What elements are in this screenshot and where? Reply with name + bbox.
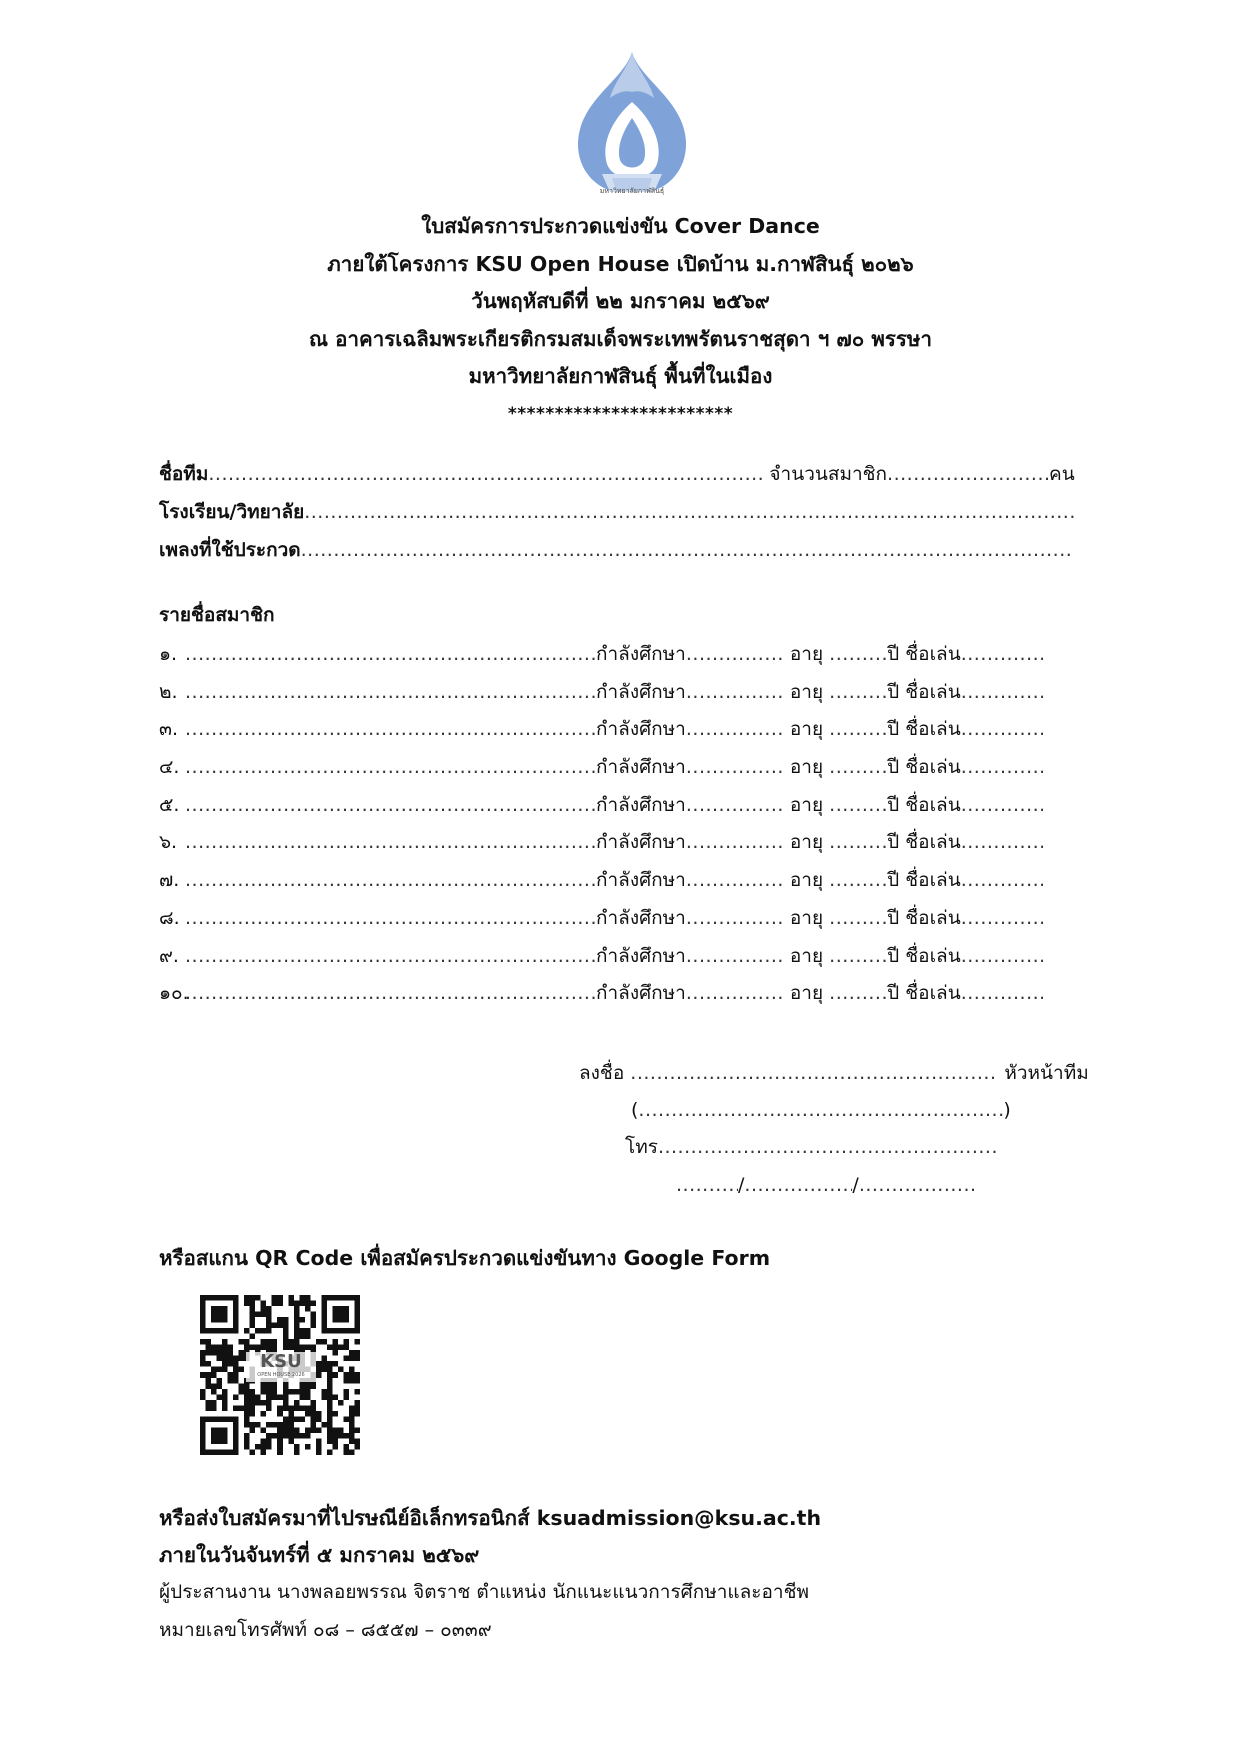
- member-row: [159, 938, 1099, 976]
- member-row: [159, 900, 1099, 938]
- member-name-field[interactable]: [185, 711, 596, 749]
- qr-logo-text: KSU: [260, 1351, 302, 1372]
- member-age-label: อายุ: [783, 756, 830, 779]
- member-row: [159, 787, 1099, 825]
- member-year-nickname-label: ปี ชื่อเล่น: [887, 944, 961, 967]
- member-study-field[interactable]: [686, 636, 784, 674]
- date-month-field[interactable]: [744, 1169, 852, 1201]
- member-year-nickname-label: ปี ชื่อเล่น: [887, 680, 961, 703]
- members-count-field[interactable]: [887, 458, 1049, 490]
- member-study-label: กำลังศึกษา: [596, 643, 686, 665]
- member-year-nickname-label: ปี ชื่อเล่น: [887, 906, 961, 929]
- date-day-field[interactable]: [676, 1169, 738, 1201]
- member-name-field[interactable]: [185, 862, 596, 900]
- member-row: [159, 749, 1099, 787]
- team-name-field[interactable]: [208, 458, 763, 490]
- member-study-label: กำลังศึกษา: [596, 793, 686, 816]
- member-name-field[interactable]: [185, 787, 596, 825]
- members-list: [159, 636, 1099, 1013]
- member-age-field[interactable]: [829, 749, 887, 787]
- member-nickname-field[interactable]: [961, 749, 1043, 787]
- member-number: ๖.: [159, 831, 178, 854]
- sign-label: ลงชื่อ: [579, 1062, 631, 1084]
- school-row: [159, 496, 1099, 528]
- phone-line: หมายเลขโทรศัพท์ ๐๘ – ๘๕๕๗ – ๐๓๓๙: [159, 1619, 492, 1641]
- member-study-field[interactable]: [686, 824, 784, 862]
- date-slash-1: /: [738, 1174, 745, 1196]
- school-field[interactable]: [304, 496, 1074, 528]
- member-age-label: อายุ: [783, 906, 830, 929]
- leader-label: หัวหน้าทีม: [998, 1062, 1089, 1084]
- member-year-nickname-label: ปี ชื่อเล่น: [887, 756, 961, 779]
- member-name-field[interactable]: [185, 900, 596, 938]
- member-name-field[interactable]: [185, 674, 596, 712]
- song-label: เพลงที่ใช้ประกวด: [159, 539, 301, 561]
- song-row: [159, 534, 1099, 566]
- member-row: [159, 674, 1099, 712]
- member-nickname-field[interactable]: [961, 938, 1043, 976]
- form-header: [0, 208, 1241, 433]
- member-study-label: กำลังศึกษา: [596, 756, 686, 779]
- members-count-label: จำนวนสมาชิก: [763, 463, 888, 485]
- team-name-label: ชื่อทีม: [159, 463, 209, 485]
- member-nickname-field[interactable]: [961, 900, 1043, 938]
- qr-logo-subtext: OPEN HOUSE 2026: [257, 1372, 305, 1378]
- qr-logo-overlay: [246, 1352, 316, 1382]
- date-year-field[interactable]: [859, 1169, 977, 1201]
- member-age-label: อายุ: [783, 982, 830, 1005]
- member-nickname-field[interactable]: [961, 636, 1043, 674]
- member-number: ๗.: [159, 869, 180, 892]
- member-name-field[interactable]: [185, 636, 596, 674]
- member-study-label: กำลังศึกษา: [596, 831, 686, 854]
- member-study-label: กำลังศึกษา: [596, 680, 686, 703]
- event-venue: ณ อาคารเฉลิมพระเกียรติกรมสมเด็จพระเทพรัตนราชสุดา ฯ ๗๐ พรรษา: [309, 326, 932, 351]
- member-row: [159, 824, 1099, 862]
- coordinator-line: ผู้ประสานงาน นางพลอยพรรณ จิตราช ตำแหน่ง นักแนะแนวการศึกษาและอาชีพ: [159, 1581, 810, 1603]
- member-number: ๔.: [159, 756, 180, 779]
- member-study-field[interactable]: [686, 975, 784, 1013]
- signature-field[interactable]: [630, 1057, 998, 1089]
- member-row: [159, 975, 1099, 1013]
- member-age-label: อายุ: [783, 944, 830, 967]
- member-nickname-field[interactable]: [961, 674, 1043, 712]
- member-study-label: กำลังศึกษา: [596, 906, 686, 929]
- member-study-field[interactable]: [686, 938, 784, 976]
- member-year-nickname-label: ปี ชื่อเล่น: [887, 718, 961, 741]
- member-nickname-field[interactable]: [961, 975, 1043, 1013]
- member-nickname-field[interactable]: [961, 824, 1043, 862]
- member-row: [159, 711, 1099, 749]
- member-number: ๘.: [159, 906, 180, 929]
- member-age-label: อายุ: [783, 793, 830, 816]
- member-study-field[interactable]: [686, 787, 784, 825]
- member-age-label: อายุ: [783, 831, 830, 854]
- member-number: ๓.: [159, 718, 179, 741]
- member-year-nickname-label: ปี ชื่อเล่น: [887, 793, 961, 816]
- member-nickname-field[interactable]: [961, 787, 1043, 825]
- phone-field[interactable]: [658, 1131, 996, 1163]
- deadline-line: ภายในวันจันทร์ที่ ๕ มกราคม ๒๕๖๙: [159, 1543, 480, 1567]
- logo-top-leaf: [610, 52, 654, 98]
- song-field[interactable]: [301, 534, 1071, 566]
- header-stars: ************************: [507, 403, 734, 424]
- member-year-nickname-label: ปี ชื่อเล่น: [887, 831, 961, 854]
- form-title: ใบสมัครการประกวดแข่งขัน Cover Dance: [421, 214, 820, 238]
- school-label: โรงเรียน/วิทยาลัย: [159, 501, 305, 523]
- member-age-field[interactable]: [829, 862, 887, 900]
- logo-caption: มหาวิทยาลัยกาฬสินธุ์: [599, 187, 665, 195]
- phone-label: โทร: [625, 1136, 658, 1158]
- member-nickname-field[interactable]: [961, 711, 1043, 749]
- member-study-field[interactable]: [686, 900, 784, 938]
- member-age-label: อายุ: [783, 680, 830, 703]
- paren-open: (: [631, 1099, 639, 1121]
- member-age-field[interactable]: [829, 674, 887, 712]
- member-number: ๑๐.: [159, 982, 189, 1005]
- member-number: ๙.: [159, 944, 179, 967]
- member-year-nickname-label: ปี ชื่อเล่น: [887, 643, 961, 665]
- email-line: หรือส่งใบสมัครมาที่ไปรษณีย์อิเล็กทรอนิกส์ ksuadmission@ksu.ac.th: [159, 1506, 822, 1530]
- member-study-label: กำลังศึกษา: [596, 718, 686, 741]
- event-date: วันพฤหัสบดีที่ ๒๒ มกราคม ๒๕๖๙: [471, 289, 770, 313]
- member-year-nickname-label: ปี ชื่อเล่น: [887, 982, 961, 1005]
- member-study-field[interactable]: [686, 862, 784, 900]
- date-row: [676, 1169, 1006, 1201]
- member-study-label: กำลังศึกษา: [596, 869, 686, 892]
- member-number: ๕.: [159, 793, 180, 816]
- member-name-field[interactable]: [185, 824, 596, 862]
- event-campus: มหาวิทยาลัยกาฬสินธุ์ พื้นที่ในเมือง: [468, 364, 773, 388]
- phone-row: [625, 1131, 1005, 1163]
- member-row: [159, 862, 1099, 900]
- member-age-field[interactable]: [829, 711, 887, 749]
- paren-close: ): [1003, 1099, 1011, 1121]
- member-age-field[interactable]: [829, 975, 887, 1013]
- member-study-label: กำลังศึกษา: [596, 982, 686, 1005]
- members-unit: คน: [1049, 463, 1075, 485]
- member-study-label: กำลังศึกษา: [596, 944, 686, 967]
- member-name-field[interactable]: [185, 975, 596, 1013]
- printed-name-field[interactable]: [638, 1094, 1003, 1126]
- project-line: ภายใต้โครงการ KSU Open House เปิดบ้าน ม.กาฬสินธุ์ ๒๐๒๖: [327, 251, 914, 276]
- date-slash-2: /: [852, 1174, 859, 1196]
- member-number: ๑.: [159, 643, 178, 665]
- member-age-label: อายุ: [783, 869, 830, 892]
- member-name-field[interactable]: [185, 938, 596, 976]
- member-age-label: อายุ: [783, 643, 830, 665]
- member-nickname-field[interactable]: [961, 862, 1043, 900]
- university-logo: [572, 50, 692, 198]
- member-age-field[interactable]: [829, 900, 887, 938]
- member-year-nickname-label: ปี ชื่อเล่น: [887, 869, 961, 892]
- member-age-field[interactable]: [829, 787, 887, 825]
- member-study-field[interactable]: [686, 711, 784, 749]
- members-title: รายชื่อสมาชิก: [159, 604, 275, 626]
- member-age-field[interactable]: [829, 824, 887, 862]
- member-study-field[interactable]: [686, 674, 784, 712]
- member-row: [159, 636, 1099, 674]
- team-name-row: [159, 458, 1099, 490]
- member-name-field[interactable]: [185, 749, 596, 787]
- member-study-field[interactable]: [686, 749, 784, 787]
- member-age-label: อายุ: [783, 718, 830, 741]
- member-age-field[interactable]: [829, 938, 887, 976]
- signature-row: [579, 1057, 1109, 1089]
- printed-name-row: [631, 1094, 1011, 1126]
- member-age-field[interactable]: [829, 636, 887, 674]
- member-number: ๒.: [159, 680, 178, 703]
- qr-title: หรือสแกน QR Code เพื่อสมัครประกวดแข่งขันทาง Google Form: [159, 1246, 771, 1270]
